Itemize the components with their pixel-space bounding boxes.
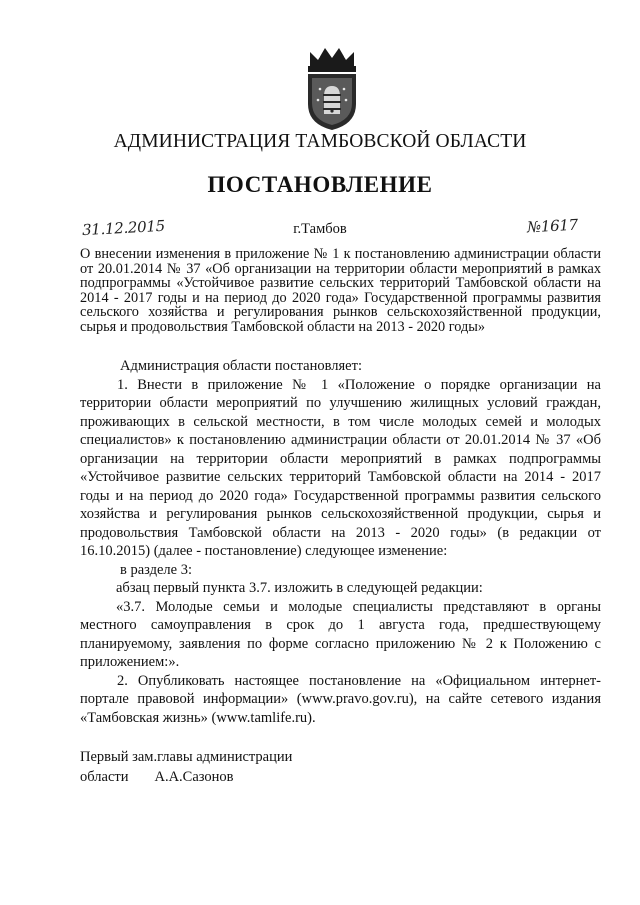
signer-name: А.А.Сазонов <box>154 769 234 785</box>
body-item-2: 2. Опубликовать настоящее постановление на «Официальном интернет-портале правовой информации» (www.pravo.gov.ru), на сайте сетевого издания «Тамбовская жизнь» (www.tamlife.ru). <box>80 672 601 726</box>
city-label: г.Тамбов <box>293 221 347 237</box>
signer-position-cont: области <box>80 769 129 785</box>
decree-subject: О внесении изменения в приложение № 1 к постановлению администрации области от 20.01.2014 № 37 «Об организации на территории области мероприятий в рамках подпрограммы «Устойчивое развитие сельских территорий Тамбовской области на 2014 - 2017 годы и на период до 2020 года» Государственной программы развития сельского хозяйства и регулирования рынков сельскохозяйственной продукции, сырья и продовольствия Тамбовской области на 2013 - 2020 годы» <box>80 246 601 335</box>
body-intro: Администрация области постановляет: <box>120 358 362 374</box>
body-section: в разделе 3: <box>120 561 193 578</box>
coat-of-arms-icon <box>296 44 368 132</box>
body-item-1: 1. Внести в приложение № 1 «Положение о порядке организации на территории области мероприятий по улучшению жилищных условий граждан, проживающих в сельской местности, в том числе молодых семей и молодых специалистов» к постановлению администрации области от 20.01.2014 № 37 «Об организации на территории области мероприятий в рамках подпрограммы «Устойчивое развитие сельских территорий Тамбовской области на 2014 - 2017 годы и на период до 2020 года» Государственной программы развития сельского хозяйства и регулирования рынков сельскохозяйственной продукции, сырья и продовольствия Тамбовской области на 2013 - 2020 годы» (в редакции от 16.10.2015) (далее - постановление) следующее изменение: <box>80 376 601 559</box>
signer-position: Первый зам.главы администрации <box>80 749 293 765</box>
decree-body <box>80 357 601 727</box>
authority-title: АДМИНИСТРАЦИЯ ТАМБОВСКОЙ ОБЛАСТИ <box>113 131 527 152</box>
body-paragraph-instruction: абзац первый пункта 3.7. изложить в следующей редакции: <box>116 580 483 596</box>
signer-line <box>80 767 292 787</box>
handwritten-date: 31.12.2015 <box>81 216 166 240</box>
body-quoted-text: «3.7. Молодые семьи и молодые специалисты представляют в органы местного самоуправления в срок до 1 августа года, предшествующему планируемому, заявления по форме согласно приложению № 2 к Положению с приложением:». <box>80 598 601 670</box>
document-type-title: ПОСТАНОВЛЕНИЕ <box>207 172 433 197</box>
signature-block <box>80 747 292 787</box>
handwritten-number: №1617 <box>526 215 579 237</box>
